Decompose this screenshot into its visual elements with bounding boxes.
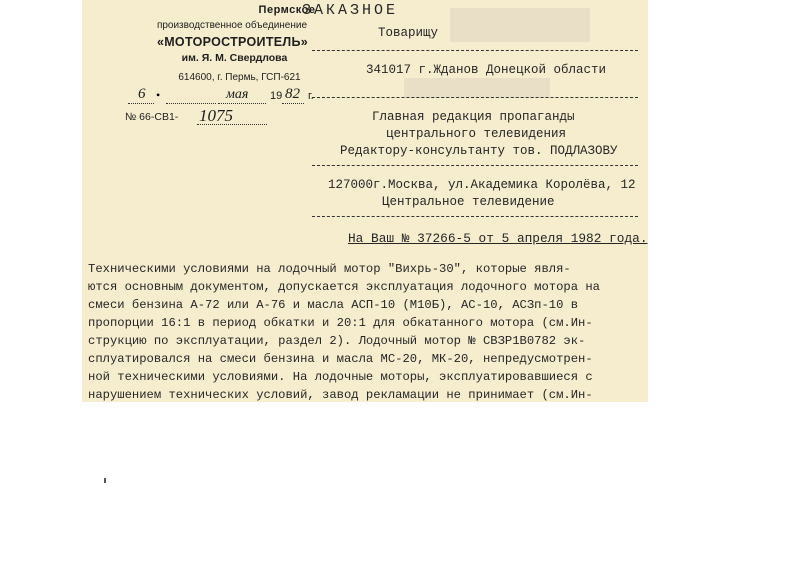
date-month: мая bbox=[226, 87, 249, 102]
body-line: струкцию по эксплуатации, раздел 2). Лодочный мотор № СВЗР1В0782 эк- bbox=[88, 334, 586, 348]
letter-date: 6 • мая 19 82 г. bbox=[124, 86, 324, 108]
registered-mail-mark: ЗАКАЗНОЕ bbox=[302, 2, 399, 19]
recipient2-line-2: центрального телевидения bbox=[386, 127, 567, 141]
redacted-recipient-address bbox=[404, 78, 550, 98]
outgoing-number bbox=[125, 108, 325, 130]
date-year-suffix: 82 bbox=[285, 86, 300, 102]
body-line: ются основным документом, допускается эксплуатация лодочного мотора на bbox=[88, 280, 600, 294]
redacted-recipient-name bbox=[450, 8, 590, 42]
divider-4 bbox=[312, 216, 638, 217]
body-line: пропорции 16:1 в период обкатки и 20:1 для обкатанного мотора (см.Ин- bbox=[88, 316, 593, 330]
outgoing-label: № 66-СВ1- bbox=[125, 111, 179, 123]
body-line: нарушением технических условий, завод рекламации не принимает (см.Ин- bbox=[88, 388, 593, 402]
body-line: смеси бензина А-72 или А-76 и масла АСП-10 (М10Б), АС-10, АСЗп-10 в bbox=[88, 298, 579, 312]
letter-sheet bbox=[82, 0, 648, 402]
divider-3 bbox=[312, 165, 638, 166]
recipient2-address-2: Центральное телевидение bbox=[382, 195, 555, 209]
date-year-prefix: 19 bbox=[270, 90, 283, 102]
divider-1 bbox=[312, 50, 638, 51]
sender-line-2: производственное объединение bbox=[156, 20, 308, 31]
sender-name: «МОТОРОСТРОИТЕЛЬ» bbox=[156, 35, 309, 49]
scan-speck bbox=[104, 478, 106, 483]
recipient-salutation: Товарищу bbox=[378, 26, 439, 40]
reference-line: На Ваш № 37266-5 от 5 апреля 1982 года. bbox=[348, 231, 648, 246]
recipient2-address-1: 127000г.Москва, ул.Академика Королёва, 12 bbox=[328, 178, 636, 192]
body-line: ной техническими условиями. На лодочные моторы, эксплуатировавшиеся с bbox=[88, 370, 593, 384]
divider-2 bbox=[312, 97, 638, 98]
date-suffix: г. bbox=[308, 90, 314, 102]
date-day: 6 bbox=[138, 86, 146, 102]
recipient-address: 341017 г.Жданов Донецкой области bbox=[366, 63, 607, 77]
sender-address: 614600, г. Пермь, ГСП-621 bbox=[178, 72, 301, 83]
recipient2-line-3: Редактору-консультанту тов. ПОДЛАЗОВУ bbox=[340, 144, 618, 158]
body-line: сплуатировался на смеси бензина и масла МС-20, МК-20, непредусмотрен- bbox=[88, 352, 593, 366]
recipient2-line-1: Главная редакция пропаганды bbox=[372, 110, 575, 124]
body-line: Техническими условиями на лодочный мотор "Вихрь-30", которые явля- bbox=[88, 262, 571, 276]
outgoing-value: 1075 bbox=[199, 106, 233, 125]
sender-line-1: Пермское bbox=[258, 4, 316, 16]
sender-line-4: им. Я. М. Свердлова bbox=[181, 52, 288, 64]
